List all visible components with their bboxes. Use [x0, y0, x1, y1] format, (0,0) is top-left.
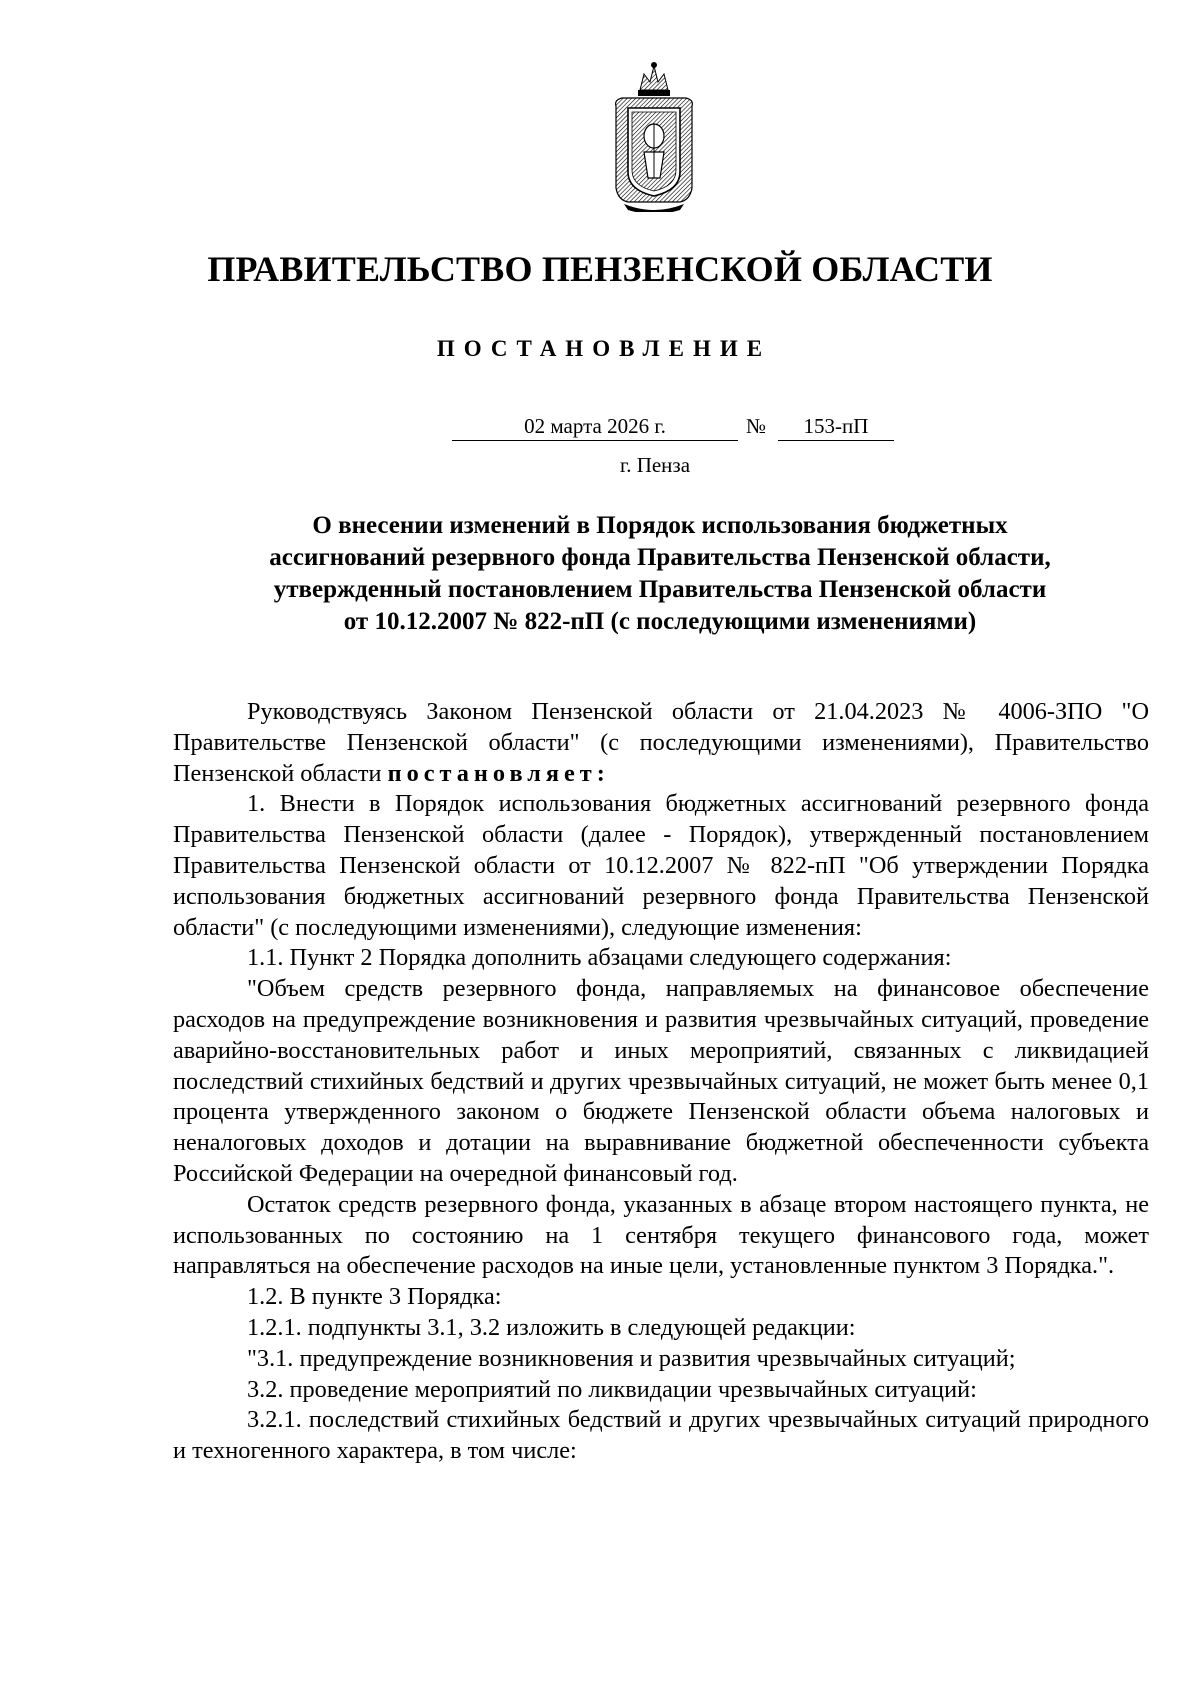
preamble-paragraph [173, 697, 1149, 789]
document-title [170, 510, 1150, 638]
body-paragraph: "Объем средств резервного фонда, направляемых на финансовое обеспечение расходов на предупреждение возникновения и развития чрезвычайных ситуаций, проведение аварийно-восстановительных работ и иных мероприятий, связанных с ликвидацией последствий стихийных бедствий и других чрезвычайных ситуаций, не может быть менее 0,1 процента утвержденного законом о бюджете Пензенской области объема налоговых и неналоговых доходов и дотации на выравнивание бюджетной обеспеченности субъекта Российской Федерации на очередной финансовый год. [173, 975, 1149, 1187]
body-paragraph: 1.2.1. подпункты 3.1, 3.2 изложить в следующей редакции: [247, 1313, 856, 1341]
number-sign: № [746, 414, 767, 438]
title-line: О внесении изменений в Порядок использования бюджетных [312, 512, 1008, 539]
body-paragraph: 3.2.1. последствий стихийных бедствий и других чрезвычайных ситуаций природного и техногенного характера, в том числе: [173, 1406, 1149, 1465]
resolves-word: постановляет: [387, 759, 610, 787]
document-date: 02 марта 2026 г. [452, 412, 738, 441]
coat-of-arms-icon [610, 60, 698, 212]
body-paragraph: 1. Внести в Порядок использования бюджетных ассигнований резервного фонда Правительства Пензенской области (далее - Порядок), утвержденный постановлением Правительства Пензенской области от 10.12.2007 № 822-пП "Об утверждении Порядка использования бюджетных ассигнований резервного фонда Правительства Пензенской области" (с последующими изменениями), следующие изменения: [173, 790, 1149, 941]
body-paragraph: 3.2. проведение мероприятий по ликвидации чрезвычайных ситуаций: [247, 1375, 977, 1403]
city: г. Пенза [619, 453, 691, 477]
document-body [173, 697, 1149, 1467]
body-paragraph: "3.1. предупреждение возникновения и развития чрезвычайных ситуаций; [247, 1344, 1016, 1372]
title-line: утвержденный постановлением Правительства Пензенской области [273, 576, 1047, 603]
organization-name: ПРАВИТЕЛЬСТВО ПЕНЗЕНСКОЙ ОБЛАСТИ [207, 249, 993, 289]
body-paragraph: 1.2. В пункте 3 Порядка: [247, 1283, 502, 1311]
preamble-text: Руководствуясь Законом Пензенской области от 21.04.2023 № 4006-ЗПО "О Правительстве Пензенской области" (с последующими изменениями), Правительство Пензенской области [173, 698, 1149, 787]
document-number: 153-пП [778, 412, 894, 441]
title-line: от 10.12.2007 № 822-пП (с последующими изменениями) [343, 608, 977, 635]
date-number-line [0, 412, 1200, 442]
document-type: ПОСТАНОВЛЕНИЕ [436, 336, 772, 361]
title-line: ассигнований резервного фонда Правительства Пензенской области, [269, 544, 1051, 571]
body-paragraph: Остаток средств резервного фонда, указанных в абзаце втором настоящего пункта, не использованных по состоянию на 1 сентября текущего финансового года, может направляться на обеспечение расходов на иные цели, установленные пунктом 3 Порядка.". [173, 1190, 1149, 1280]
body-paragraph: 1.1. Пункт 2 Порядка дополнить абзацами следующего содержания: [247, 944, 952, 972]
